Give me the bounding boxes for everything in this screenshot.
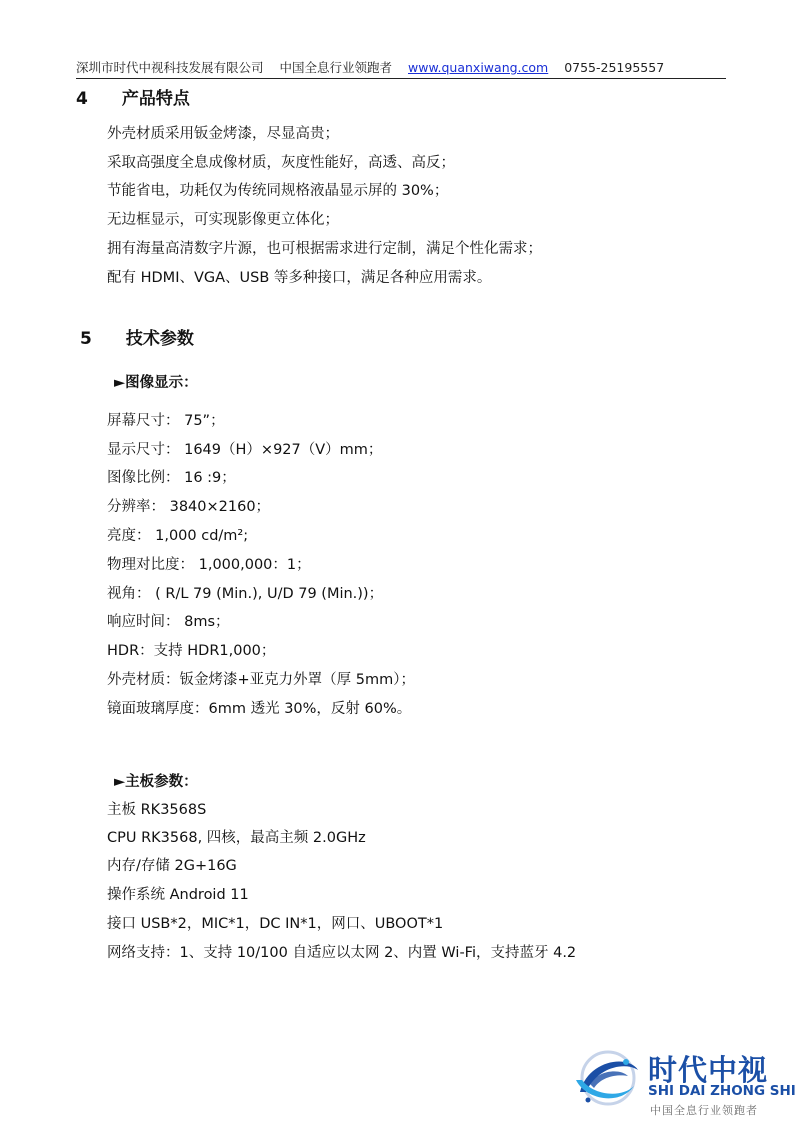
page-header	[76, 58, 726, 79]
feature-item: 拥有海量高清数字片源，也可根据需求进行定制，满足个性化需求；	[107, 241, 542, 257]
board-item: 内存/存储 2G+16G	[107, 858, 237, 874]
header-slogan: 中国全息行业领跑者	[279, 60, 393, 75]
logo-name-cn: 时代中视	[648, 1053, 769, 1087]
spec-item: 视角： ( R/L 79 (Min.), U/D 79 (Min.))；	[107, 586, 384, 602]
feature-item: 外壳材质采用钣金烤漆，尽显高贵；	[107, 126, 339, 142]
board-item: 主板 RK3568S	[107, 802, 207, 818]
spec-item: 亮度： 1,000 cd/m²;	[107, 528, 249, 544]
board-subheading: ►主板参数：	[114, 774, 198, 790]
swirl-emblem-icon	[568, 1040, 648, 1120]
spec-item: HDR：支持 HDR1,000；	[107, 643, 276, 659]
feature-item: 无边框显示，可实现影像更立体化；	[107, 212, 339, 228]
section-4-title: 产品特点	[121, 89, 190, 109]
spec-item: 屏幕尺寸： 75”；	[107, 413, 225, 429]
section-5-number: 5	[80, 329, 92, 349]
display-subheading: ►图像显示：	[114, 375, 198, 391]
feature-item: 配有 HDMI、VGA、USB 等多种接口，满足各种应用需求。	[107, 270, 492, 286]
logo-name-en: SHI DAI ZHONG SHI	[648, 1083, 796, 1099]
board-item: CPU RK3568, 四核，最高主频 2.0GHz	[107, 830, 366, 846]
feature-item: 节能省电，功耗仅为传统同规格液晶显示屏的 30%；	[107, 183, 449, 199]
spec-item: 显示尺寸： 1649（H）×927（V）mm；	[107, 442, 383, 458]
board-item: 网络支持：1、支持 10/100 自适应以太网 2、内置 Wi-Fi，支持蓝牙 4.2	[107, 945, 577, 961]
spec-item: 物理对比度： 1,000,000：1；	[107, 557, 311, 573]
spec-item: 外壳材质：钣金烤漆+亚克力外罩（厚 5mm）；	[107, 672, 415, 688]
feature-item: 采取高强度全息成像材质，灰度性能好，高透、高反；	[107, 155, 455, 171]
header-website-link[interactable]: www.quanxiwang.com	[408, 60, 549, 75]
section-4-number: 4	[76, 89, 88, 109]
header-phone: 0755-25195557	[564, 60, 665, 75]
section-5-heading	[80, 324, 194, 349]
spec-item: 镜面玻璃厚度：6mm 透光 30%，反射 60%。	[107, 701, 412, 717]
spec-item: 分辨率： 3840×2160；	[107, 499, 271, 515]
section-4-heading	[76, 84, 190, 109]
section-5-title: 技术参数	[125, 329, 194, 349]
spec-item: 响应时间： 8ms；	[107, 614, 230, 630]
header-company: 深圳市时代中视科技发展有限公司	[76, 60, 264, 75]
logo-tagline: 中国全息行业领跑者	[650, 1104, 758, 1117]
board-item: 接口 USB*2，MIC*1，DC IN*1，网口、UBOOT*1	[107, 916, 444, 932]
board-item: 操作系统 Android 11	[107, 887, 249, 903]
spec-item: 图像比例： 16 :9；	[107, 470, 236, 486]
